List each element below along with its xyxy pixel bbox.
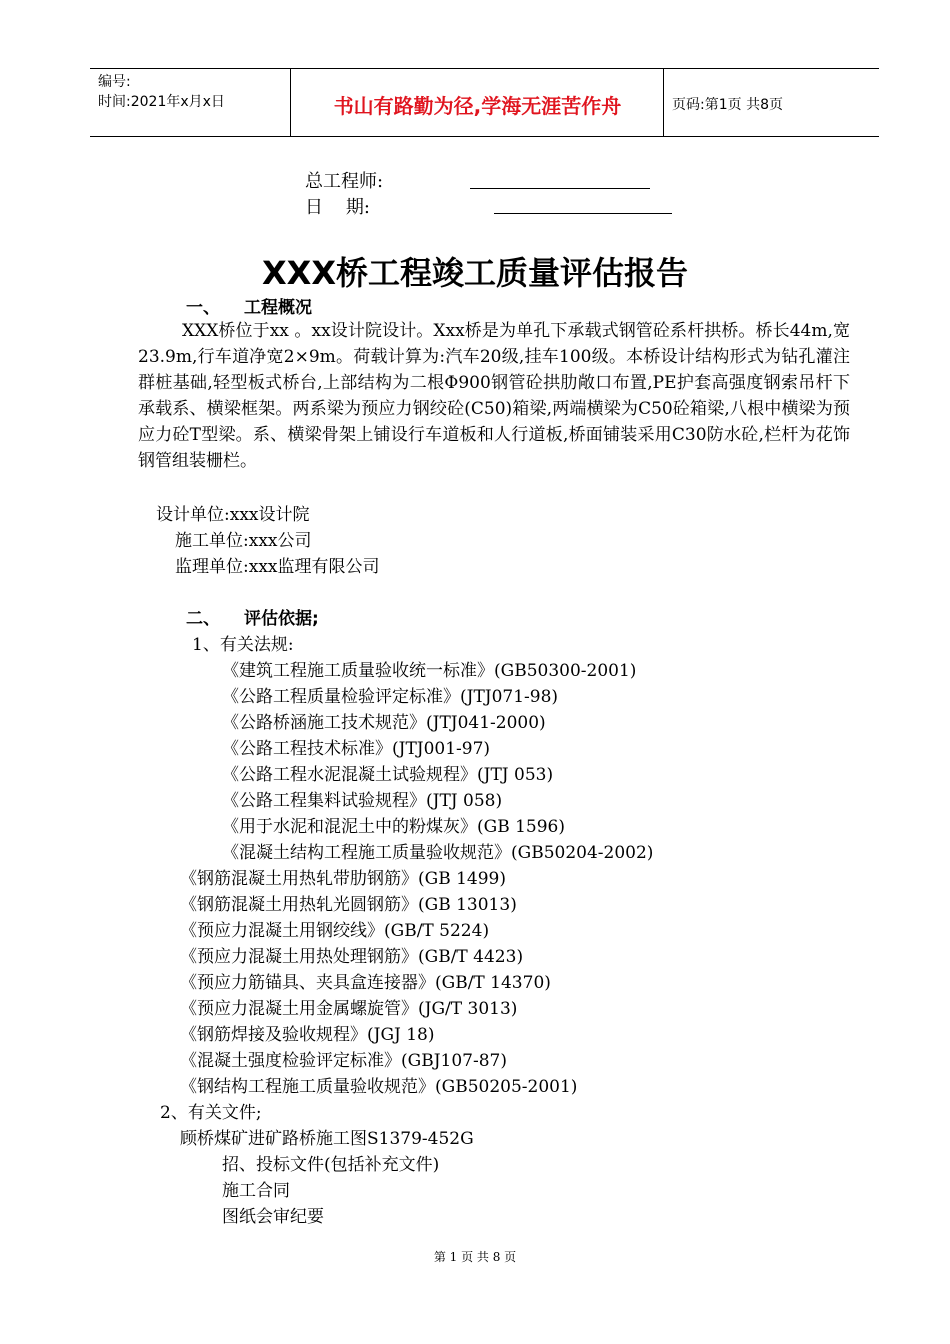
regulation-item: 《混凝土强度检验评定标准》(GBJ107-87) <box>180 1051 507 1071</box>
section2-heading: 评估依据; <box>244 609 319 629</box>
header-top-border <box>90 68 879 69</box>
engineer-signature-line <box>470 188 650 189</box>
header-divider <box>290 68 291 136</box>
section1-heading: 工程概况 <box>244 298 312 318</box>
documents-subheading: 2、有关文件; <box>160 1103 262 1123</box>
regulation-item: 《公路工程集料试验规程》(JTJ 058) <box>222 791 503 811</box>
document-item: 顾桥煤矿进矿路桥施工图S1379-452G <box>180 1129 474 1149</box>
regulation-item: 《预应力混凝土用钢绞线》(GB/T 5224) <box>180 921 490 941</box>
regulation-item: 《钢筋混凝土用热轧光圆钢筋》(GB 13013) <box>180 895 517 915</box>
header-divider <box>663 68 664 136</box>
design-unit: 设计单位:xxx设计院 <box>156 505 310 525</box>
regulation-item: 《钢结构工程施工质量验收规范》(GB50205-2001) <box>180 1077 578 1097</box>
time-label: 时间:2021年x月x日 <box>98 94 225 110</box>
construction-unit: 施工单位:xxx公司 <box>175 531 312 551</box>
header-motto: 书山有路勤为径,学海无涯苦作舟 <box>333 94 622 118</box>
date-signature-line <box>494 213 672 214</box>
supervision-unit: 监理单位:xxx监理有限公司 <box>175 557 380 577</box>
regulation-item: 《公路工程水泥混凝土试验规程》(JTJ 053) <box>222 765 554 785</box>
regulation-item: 《钢筋混凝土用热轧带肋钢筋》(GB 1499) <box>180 869 507 889</box>
header-meta <box>98 72 225 112</box>
regulation-item: 《预应力混凝土用热处理钢筋》(GB/T 4423) <box>180 947 524 967</box>
regulation-item: 《混凝土结构工程施工质量验收规范》(GB50204-2002) <box>222 843 654 863</box>
project-overview-paragraph: XXX桥位于xx 。xx设计院设计。Xxx桥是为单孔下承载式钢管砼系杆拱桥。桥长44m,宽23.9m,行车道净宽2×9m。荷载计算为:汽车20级,挂车100级。本桥设计结构形式为钻孔灌注群桩基础,轻型板式桥台,上部结构为二根Φ900钢管砼拱肋敞口布置,PE护套高强度钢索吊杆下承载系、横梁框架。两系梁为预应力钢绞砼(C50)箱梁,两端横梁为C50砼箱梁,八根中横梁为预应力砼T型梁。系、横梁骨架上铺设行车道板和人行道板,桥面铺装采用C30防水砼,栏杆为花饰钢管组装栅栏。 <box>138 321 850 471</box>
regulation-item: 《公路工程质量检验评定标准》(JTJ071-98) <box>222 687 559 707</box>
regulation-item: 《用于水泥和混泥土中的粉煤灰》(GB 1596) <box>222 817 566 837</box>
regulation-item: 《建筑工程施工质量验收统一标准》(GB50300-2001) <box>222 661 637 681</box>
section2-number: 二、 <box>186 609 220 629</box>
header-bottom-border <box>90 136 879 137</box>
engineer-label: 总工程师: <box>305 171 384 192</box>
regulation-item: 《公路工程技术标准》(JTJ001-97) <box>222 739 491 759</box>
regulation-item: 《钢筋焊接及验收规程》(JGJ 18) <box>180 1025 435 1045</box>
regulation-item: 《预应力混凝土用金属螺旋管》(JG/T 3013) <box>180 999 518 1019</box>
regulation-item: 《公路桥涵施工技术规范》(JTJ041-2000) <box>222 713 546 733</box>
regulation-item: 《预应力筋锚具、夹具盒连接器》(GB/T 14370) <box>180 973 551 993</box>
document-item: 施工合同 <box>222 1181 290 1201</box>
code-label: 编号: <box>98 74 131 90</box>
document-title: XXX桥工程竣工质量评估报告 <box>261 254 689 292</box>
regulations-subheading: 1、有关法规: <box>192 635 294 655</box>
document-item: 图纸会审纪要 <box>222 1207 324 1227</box>
header-page-info: 页码:第1页 共8页 <box>672 97 783 113</box>
date-label: 日 期: <box>305 197 370 218</box>
page-footer: 第 1 页 共 8 页 <box>433 1250 517 1264</box>
document-item: 招、投标文件(包括补充文件) <box>222 1155 440 1175</box>
section1-number: 一、 <box>186 298 220 318</box>
